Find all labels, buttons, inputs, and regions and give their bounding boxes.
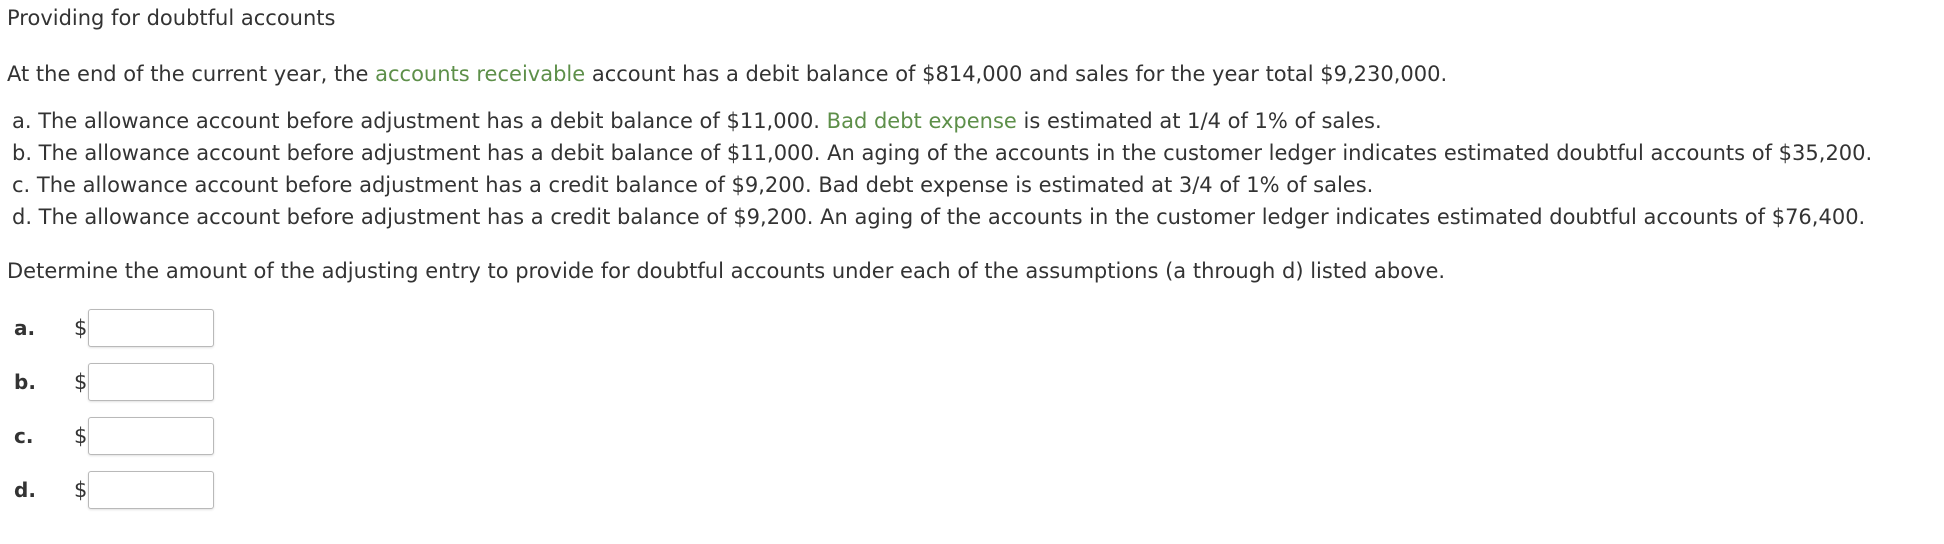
- assumption-d-text: d. The allowance account before adjustment has a credit balance of $9,200. An aging of the accounts in the customer ledger indicates estimated doubtful accounts of $76,400.: [12, 205, 1866, 229]
- answer-label-b: b.: [14, 370, 36, 394]
- currency-symbol-b: $: [74, 370, 88, 394]
- assumption-b: [12, 140, 1872, 172]
- answer-label-c: c.: [14, 424, 34, 448]
- answer-input-b[interactable]: [88, 363, 214, 401]
- assumption-a: [12, 108, 1872, 140]
- assumption-d: [12, 204, 1872, 236]
- page-title: Providing for doubtful accounts: [7, 6, 336, 30]
- answer-row-b: [14, 361, 214, 403]
- currency-symbol-a: $: [74, 316, 88, 340]
- glossary-term-bad-debt-expense[interactable]: Bad debt expense: [826, 109, 1017, 133]
- intro-paragraph: [7, 61, 1447, 87]
- assumption-c: [12, 172, 1872, 204]
- assumption-list: [12, 108, 1872, 236]
- currency-symbol-c: $: [74, 424, 88, 448]
- answer-row-c: [14, 415, 214, 457]
- answer-label-d: d.: [14, 478, 36, 502]
- answer-input-c[interactable]: [88, 417, 214, 455]
- answer-row-d: [14, 469, 214, 511]
- instruction-text: Determine the amount of the adjusting entry to provide for doubtful accounts under each of the assumptions (a through d) listed above.: [7, 259, 1446, 283]
- answer-label-a: a.: [14, 316, 36, 340]
- intro-text-after: account has a debit balance of $814,000 and sales for the year total $9,230,000.: [585, 62, 1448, 86]
- assumption-a-text: a. The allowance account before adjustment has a debit balance of $11,000.: [12, 109, 827, 133]
- currency-symbol-d: $: [74, 478, 88, 502]
- assumption-b-text: b. The allowance account before adjustment has a debit balance of $11,000. An aging of the accounts in the customer ledger indicates estimated doubtful accounts of $35,200.: [12, 141, 1873, 165]
- answer-input-d[interactable]: [88, 471, 214, 509]
- answer-row-a: [14, 307, 214, 349]
- assumption-a-text-end: is estimated at 1/4 of 1% of sales.: [1016, 109, 1382, 133]
- assumption-c-text: c. The allowance account before adjustment has a credit balance of $9,200. Bad debt expense is estimated at 3/4 of 1% of sales.: [12, 173, 1374, 197]
- glossary-term-accounts-receivable[interactable]: accounts receivable: [375, 62, 586, 86]
- answer-input-a[interactable]: [88, 309, 214, 347]
- intro-text-before: At the end of the current year, the: [7, 62, 376, 86]
